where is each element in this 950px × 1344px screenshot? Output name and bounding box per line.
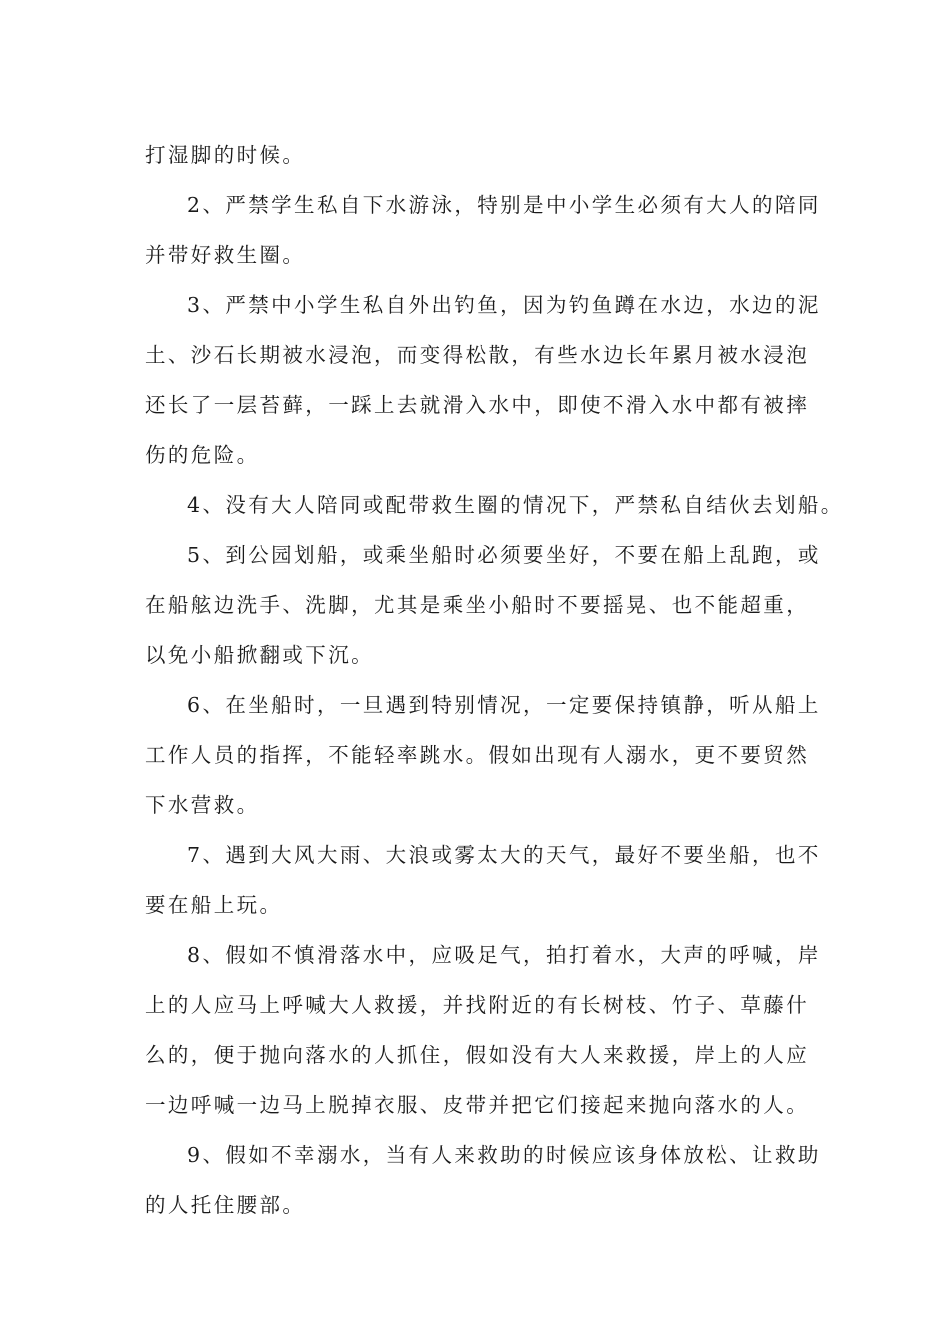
text-line: 么的，便于抛向落水的人抓住，假如没有大人来救援，岸上的人应 <box>145 1043 810 1067</box>
text-line: 还长了一层苔藓，一踩上去就滑入水中，即使不滑入水中都有被摔 <box>145 393 810 417</box>
text-line: 打湿脚的时候。 <box>145 143 306 167</box>
text-line: 在船舷边洗手、洗脚，尤其是乘坐小船时不要摇晃、也不能超重， <box>145 593 810 617</box>
text-line: 9、假如不幸溺水，当有人来救助的时候应该身体放松、让救助 <box>187 1143 821 1167</box>
text-line: 一边呼喊一边马上脱掉衣服、皮带并把它们接起来抛向落水的人。 <box>145 1093 810 1117</box>
text-line: 2、严禁学生私自下水游泳，特别是中小学生必须有大人的陪同 <box>187 193 821 217</box>
text-line: 并带好救生圈。 <box>145 243 306 267</box>
text-line: 8、假如不慎滑落水中，应吸足气，拍打着水，大声的呼喊，岸 <box>187 943 821 967</box>
text-line: 7、遇到大风大雨、大浪或雾太大的天气，最好不要坐船，也不 <box>187 843 821 867</box>
text-line: 下水营救。 <box>145 793 260 817</box>
text-line: 3、严禁中小学生私自外出钓鱼，因为钓鱼蹲在水边，水边的泥 <box>187 293 821 317</box>
document-body <box>145 130 844 1230</box>
text-line: 上的人应马上呼喊大人救援，并找附近的有长树枝、竹子、草藤什 <box>145 993 810 1017</box>
text-line: 工作人员的指挥，不能轻率跳水。假如出现有人溺水，更不要贸然 <box>145 743 810 767</box>
text-line: 土、沙石长期被水浸泡，而变得松散，有些水边长年累月被水浸泡 <box>145 343 810 367</box>
text-line: 6、在坐船时，一旦遇到特别情况，一定要保持镇静，听从船上 <box>187 693 821 717</box>
text-line: 的人托住腰部。 <box>145 1193 306 1217</box>
text-line: 5、到公园划船，或乘坐船时必须要坐好，不要在船上乱跑，或 <box>187 543 821 567</box>
text-line: 4、没有大人陪同或配带救生圈的情况下，严禁私自结伙去划船。 <box>187 493 844 517</box>
text-line: 以免小船掀翻或下沉。 <box>145 643 374 667</box>
text-line: 伤的危险。 <box>145 443 260 467</box>
text-line: 要在船上玩。 <box>145 893 283 917</box>
